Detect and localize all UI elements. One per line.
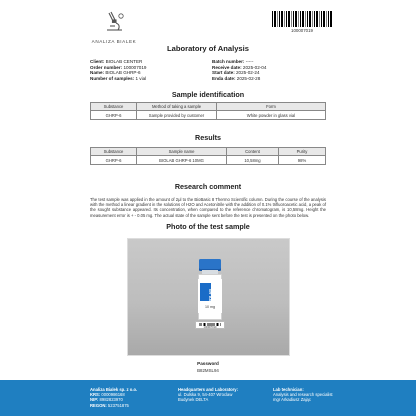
regon-value: 523751875 [107, 402, 129, 408]
tech-line2: mgr Arkadiusz Zając [273, 397, 311, 403]
page-title: Laboratory of Analysis [166, 44, 249, 53]
table-cell: 10,58mg [227, 156, 279, 165]
receive-label: Receive date: [212, 64, 242, 70]
photo-title: Photo of the test sample [166, 222, 250, 231]
table-header: Purity [279, 148, 326, 156]
table-header: Sample name [137, 148, 227, 156]
client-value: BIOLAB CENTER [105, 59, 143, 64]
regon-label: REGON: [90, 402, 107, 408]
table-cell: Sample provided by customer [137, 111, 217, 120]
table-cell: GHRP-6 [91, 156, 137, 165]
client-info [90, 59, 146, 81]
table-header-row [91, 148, 326, 156]
start-value: 2025-02-24 [236, 70, 260, 76]
footer-headquarters [178, 387, 238, 403]
research-comment-text: The test sample was applied in the amount of 2μl to the BioBasic 8 Thermo Scientific column. During the course of the analysis with the method a linear gradient in the solutions of H2O and Acetonitrile with the addition of 0.1% trifluoroacetic acid, a peak of the sought substance appeared. Its concentration, when compared to the reference chromatogram, is 10,58mg. Height the measurement error is + - 0.05 mg. The actual state of the sample sent before the test is presented on the photo below. [90, 197, 326, 218]
nip-value: 8982823970 [99, 397, 123, 403]
table-header: Content [227, 148, 279, 156]
results-title: Results [195, 133, 221, 142]
batch-label: Batch number: [212, 59, 245, 64]
barcode-number: 100007019 [291, 28, 313, 33]
samples-value: 1 vial [135, 75, 147, 81]
table-header: Substance [91, 103, 137, 111]
company-logo [90, 10, 138, 44]
barcode-lines [272, 11, 332, 27]
results-table [90, 147, 326, 165]
table-header-row [91, 103, 326, 111]
footer-technician [273, 387, 333, 403]
table-row [91, 111, 326, 120]
table-row [91, 156, 326, 165]
barcode-sticker [195, 321, 225, 329]
name-value: BIOLAB GHRP-6 [105, 70, 141, 76]
table-cell: GHRP-6 [91, 111, 137, 120]
table-header: Method of taking a sample [137, 103, 217, 111]
end-row [212, 76, 266, 82]
samples-row [90, 76, 146, 82]
sample-identification-title: Sample identification [171, 90, 245, 99]
client-label: Client: [90, 59, 105, 64]
password-label: Password [197, 361, 219, 366]
table-cell: White powder in glass vial [217, 111, 326, 120]
order-label: Order number: [90, 64, 123, 70]
table-cell: 98% [279, 156, 326, 165]
hq-line2: Budynek DELTA [178, 397, 209, 403]
sample-photo [127, 238, 290, 356]
sample-identification-table [90, 102, 326, 120]
hq-title: Headquarters and Laboratory: [178, 387, 239, 392]
hq-line1: ul. Dulska 9, 54-407 Wroclaw [178, 392, 233, 398]
vial-brand-text: BIOLAB [207, 288, 213, 305]
password-value: B82MSL94 [197, 368, 219, 373]
krs-label: KRS: [90, 392, 101, 398]
order-value: 100007019 [123, 64, 147, 70]
start-label: Start date: [212, 70, 235, 76]
tech-line1: Analysis and research specialist [273, 392, 333, 398]
microscope-logo-icon [101, 10, 127, 32]
sticker-number: 100007019 [203, 326, 217, 329]
footer [0, 380, 416, 416]
end-value: 2025-02-28 [236, 75, 261, 81]
nip-label: NIP: [90, 397, 99, 403]
barcode [270, 11, 334, 33]
end-label: Enda date: [212, 75, 236, 81]
logo-text: ANALIZA BIALEK [91, 39, 137, 44]
receive-value: 2025-02-04 [242, 64, 267, 70]
vial-dose-text: 10 mg [205, 305, 215, 309]
name-label: Name: [90, 70, 105, 76]
samples-label: Number of samples: [90, 75, 135, 81]
research-comment-title: Research comment [174, 182, 242, 191]
batch-info [212, 59, 266, 81]
footer-company [90, 387, 137, 408]
table-header: Substance [91, 148, 137, 156]
batch-value: ----- [245, 59, 254, 64]
table-header: Form [217, 103, 326, 111]
company-name: Analiza Bialek sp. z o.o. [90, 387, 138, 392]
krs-value: 0000986168 [101, 392, 125, 398]
table-cell: BIOLAB GHRP-6 10MG [137, 156, 227, 165]
tech-title: Lab technician: [273, 387, 304, 392]
